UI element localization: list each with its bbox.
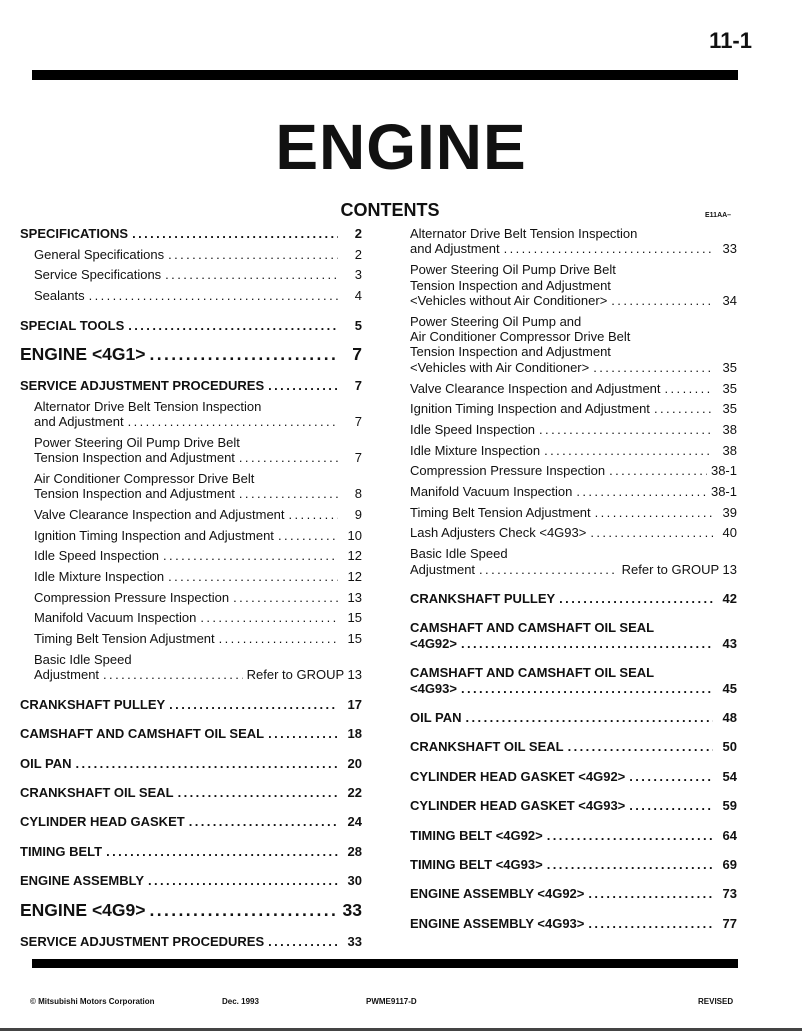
toc-entry-title: Tension Inspection and Adjustment [34, 450, 235, 466]
toc-entry-title: TIMING BELT <4G93> [410, 857, 543, 873]
toc-entry[interactable] [410, 314, 737, 376]
toc-entry-title: ENGINE ASSEMBLY <4G93> [410, 915, 585, 931]
toc-entry-row [34, 590, 362, 605]
toc-entry[interactable] [410, 484, 737, 499]
toc-entry-row [20, 226, 362, 241]
toc-page-number: 34 [722, 292, 737, 308]
toc-page-number: 24 [347, 814, 362, 830]
dot-leader [654, 401, 713, 416]
toc-page-number: 35 [722, 359, 737, 375]
toc-page-number: 38 [722, 442, 737, 458]
toc-page-number: 7 [354, 377, 362, 393]
toc-entry[interactable] [20, 528, 362, 543]
toc-page-number: 33 [342, 899, 362, 920]
toc-entry[interactable] [20, 756, 362, 771]
dot-leader [609, 463, 707, 478]
toc-entry[interactable] [20, 471, 362, 502]
toc-entry[interactable] [410, 591, 737, 606]
top-rule [32, 70, 738, 80]
toc-entry[interactable] [20, 934, 362, 949]
dot-leader [168, 247, 338, 262]
toc-entry-line: Alternator Drive Belt Tension Inspection [34, 398, 262, 414]
toc-page-number: 38-1 [710, 463, 737, 479]
toc-entry-title: <Vehicles with Air Conditioner> [410, 359, 590, 375]
toc-entry-title: Idle Speed Inspection [410, 421, 536, 437]
dot-leader [559, 591, 713, 606]
dot-leader [278, 528, 338, 543]
toc-entry[interactable] [20, 900, 362, 920]
toc-entry-line: Power Steering Oil Pump Drive Belt [410, 262, 616, 278]
toc-entry-row [20, 814, 362, 829]
dot-leader [200, 610, 338, 625]
dot-leader [568, 739, 713, 754]
dot-leader [239, 450, 338, 465]
dot-leader [611, 293, 713, 308]
toc-entry-row [20, 318, 362, 333]
toc-entry[interactable] [410, 443, 737, 458]
toc-entry-line: Tension Inspection and Adjustment [410, 277, 611, 293]
toc-entry[interactable] [20, 548, 362, 563]
toc-entry-row [410, 484, 737, 499]
toc-entry-row [20, 756, 362, 771]
toc-entry[interactable] [410, 916, 737, 931]
toc-entry-row [410, 443, 737, 458]
toc-entry-title: Idle Speed Inspection [34, 548, 160, 564]
toc-entry-title: and Adjustment [410, 241, 500, 257]
toc-page-number: 43 [722, 635, 737, 651]
dot-leader [289, 507, 338, 522]
toc-entry-line: CAMSHAFT AND CAMSHAFT OIL SEAL [410, 665, 655, 681]
dot-leader [178, 785, 338, 800]
toc-page-number: 33 [722, 241, 737, 257]
toc-entry-title: TIMING BELT [20, 843, 103, 859]
toc-page-number: 30 [347, 873, 362, 889]
toc-entry[interactable] [20, 631, 362, 646]
toc-page-number: 73 [722, 886, 737, 902]
toc-page-number: 2 [354, 226, 362, 241]
toc-page-number: 50 [722, 739, 737, 755]
toc-entry-row [410, 828, 737, 843]
toc-page-number: 12 [347, 548, 362, 564]
toc-entry-row [34, 667, 362, 682]
toc-entry[interactable] [410, 620, 737, 651]
dot-leader [539, 422, 713, 437]
toc-page-number: 18 [347, 726, 362, 742]
toc-entry-line: Basic Idle Speed [34, 651, 132, 667]
toc-entry-row [410, 360, 737, 375]
dot-leader [233, 590, 338, 605]
toc-entry-title: CRANKSHAFT OIL SEAL [20, 784, 174, 800]
toc-entry[interactable] [20, 507, 362, 522]
toc-entry[interactable] [410, 886, 737, 901]
toc-entry-title: SPECIAL TOOLS [20, 317, 125, 333]
toc-entry-row [34, 288, 362, 303]
toc-entry-title: OIL PAN [20, 755, 72, 771]
toc-entry-row [20, 900, 362, 920]
toc-entry-row [20, 873, 362, 888]
toc-page-number: 12 [347, 569, 362, 585]
toc-page-number: 2 [354, 246, 362, 262]
toc-entry[interactable] [410, 505, 737, 520]
toc-entry[interactable] [410, 381, 737, 396]
toc-entry[interactable] [410, 525, 737, 540]
toc-entry[interactable] [20, 844, 362, 859]
toc-entry[interactable] [410, 828, 737, 843]
toc-entry-row [410, 916, 737, 931]
toc-entry[interactable] [20, 288, 362, 303]
toc-entry-row [20, 844, 362, 859]
page-title: ENGINE [275, 111, 527, 183]
toc-entry[interactable] [20, 435, 362, 466]
contents-heading: CONTENTS [340, 200, 440, 220]
toc-entry-row [410, 505, 737, 520]
toc-entry-row [410, 857, 737, 872]
toc-page-number: 33 [347, 933, 362, 949]
toc-entry-row [34, 267, 362, 282]
toc-entry-row [20, 378, 362, 393]
toc-entry[interactable] [410, 401, 737, 416]
toc-entry-title: Service Specifications [34, 267, 162, 283]
dot-leader [665, 381, 713, 396]
toc-entry-row [410, 636, 737, 651]
toc-entry-row [410, 241, 737, 256]
dot-leader [544, 443, 713, 458]
toc-page-number: 38-1 [710, 484, 737, 500]
toc-entry-row [410, 562, 737, 577]
toc-page-number: 7 [354, 450, 362, 466]
toc-page-number: 7 [352, 343, 362, 364]
toc-entry-line: Power Steering Oil Pump Drive Belt [34, 434, 240, 450]
toc-entry-row [34, 631, 362, 646]
dot-leader [189, 814, 338, 829]
toc-entry-row [20, 785, 362, 800]
dot-leader [103, 667, 243, 682]
toc-entry-title: Idle Mixture Inspection [410, 442, 541, 458]
toc-entry-row [410, 739, 737, 754]
toc-entry-row [20, 697, 362, 712]
dot-leader [219, 631, 338, 646]
toc-entry-line: Alternator Drive Belt Tension Inspection [410, 226, 638, 241]
toc-entry-row [34, 548, 362, 563]
dot-leader [629, 769, 713, 784]
toc-entry[interactable] [410, 546, 737, 577]
toc-entry[interactable] [410, 226, 737, 257]
toc-page-number: 35 [722, 401, 737, 417]
toc-page-number: 39 [722, 504, 737, 520]
toc-entry-title: ENGINE ASSEMBLY [20, 873, 145, 889]
toc-entry[interactable] [20, 247, 362, 262]
dot-leader [466, 710, 713, 725]
toc-entry-title: CAMSHAFT AND CAMSHAFT OIL SEAL [20, 726, 265, 742]
toc-entry-title: Manifold Vacuum Inspection [410, 484, 573, 500]
toc-entry-row [410, 422, 737, 437]
toc-page-number: 22 [347, 784, 362, 800]
toc-entry-title: Lash Adjusters Check <4G93> [410, 525, 587, 541]
dot-leader [106, 844, 338, 859]
toc-page-number: 10 [347, 527, 362, 543]
toc-page-number: 42 [722, 590, 737, 606]
footer-status: REVISED [698, 997, 734, 1006]
toc-entry-title: CRANKSHAFT PULLEY [410, 590, 556, 606]
toc-entry-title: Valve Clearance Inspection and Adjustment [34, 506, 285, 522]
toc-entry[interactable] [20, 590, 362, 605]
dot-leader [163, 548, 338, 563]
toc-entry-line: Air Conditioner Compressor Drive Belt [34, 470, 255, 486]
toc-entry-title: ENGINE <4G9> [20, 899, 146, 920]
toc-entry[interactable] [20, 697, 362, 712]
toc-entry-row [34, 610, 362, 625]
dot-leader [149, 900, 338, 920]
toc-entry-line: Basic Idle Speed [410, 546, 508, 562]
toc-page-number: 15 [347, 610, 362, 626]
toc-page-number: 28 [347, 843, 362, 859]
toc-entry-title: Ignition Timing Inspection and Adjustment [410, 401, 650, 417]
toc-entry-row [410, 769, 737, 784]
toc-left-column [20, 226, 362, 949]
toc-entry[interactable] [410, 665, 737, 696]
toc-entry-title: CYLINDER HEAD GASKET <4G93> [410, 798, 626, 814]
toc-entry-title: Idle Mixture Inspection [34, 569, 165, 585]
dot-leader [268, 378, 338, 393]
toc-page-number: 17 [347, 696, 362, 712]
toc-entry-title: and Adjustment [34, 414, 124, 430]
toc-entry-line: Air Conditioner Compressor Drive Belt [410, 329, 631, 345]
dot-leader [461, 636, 713, 651]
toc-entry-row [20, 726, 362, 741]
toc-page-number: 59 [722, 798, 737, 814]
dot-leader [576, 484, 707, 499]
footer-date: Dec. 1993 [222, 997, 259, 1006]
toc-page-number: 40 [722, 525, 737, 541]
toc-page-number: 5 [354, 317, 362, 333]
dot-leader [169, 697, 338, 712]
toc-entry[interactable] [20, 873, 362, 888]
toc-entry[interactable] [20, 399, 362, 430]
toc-page-number: 35 [722, 380, 737, 396]
dot-leader [629, 798, 713, 813]
toc-entry-title: General Specifications [34, 246, 165, 262]
toc-entry-row [410, 710, 737, 725]
toc-entry-row [34, 507, 362, 522]
footer-doc-code: PWME9117-D [366, 997, 417, 1006]
toc-entry-title: <4G92> [410, 635, 457, 651]
toc-entry-row [410, 681, 737, 696]
toc-page-number: 38 [722, 421, 737, 437]
dot-leader [588, 916, 713, 931]
dot-leader [165, 267, 338, 282]
dot-leader [128, 414, 338, 429]
toc-entry-title: Timing Belt Tension Adjustment [410, 504, 591, 520]
toc-entry-row [34, 450, 362, 465]
dot-leader [132, 226, 338, 241]
toc-entry[interactable] [20, 344, 362, 364]
toc-page-number: 45 [722, 680, 737, 696]
toc-page-number: 3 [354, 267, 362, 283]
dot-leader [593, 360, 713, 375]
toc-page-number: 64 [722, 827, 737, 843]
dot-leader [148, 873, 338, 888]
toc-entry[interactable] [410, 798, 737, 813]
dot-leader [504, 241, 713, 256]
toc-right-column [410, 226, 737, 931]
toc-entry[interactable] [20, 569, 362, 584]
toc-entry[interactable] [410, 739, 737, 754]
toc-entry[interactable] [410, 857, 737, 872]
toc-entry[interactable] [20, 318, 362, 333]
toc-entry-title: OIL PAN [410, 710, 462, 726]
toc-entry-title: Compression Pressure Inspection [410, 463, 606, 479]
dot-leader [268, 726, 338, 741]
toc-entry-row [34, 247, 362, 262]
dot-leader [588, 886, 713, 901]
toc-page-number: 69 [722, 857, 737, 873]
toc-entry[interactable] [410, 769, 737, 784]
toc-page-number: 9 [354, 506, 362, 522]
toc-entry-title: ENGINE ASSEMBLY <4G92> [410, 886, 585, 902]
toc-entry[interactable] [20, 726, 362, 741]
toc-entry-row [20, 344, 362, 364]
toc-entry-row [20, 934, 362, 949]
toc-entry-row [34, 486, 362, 501]
toc-entry-row [410, 591, 737, 606]
dot-leader [239, 486, 338, 501]
footer-copyright: © Mitsubishi Motors Corporation [30, 997, 155, 1006]
toc-entry-line: Tension Inspection and Adjustment [410, 344, 611, 360]
toc-page-number: 13 [347, 589, 362, 605]
toc-entry-title: <Vehicles without Air Conditioner> [410, 292, 608, 308]
toc-entry-line: Power Steering Oil Pump and [410, 313, 582, 329]
dot-leader [168, 569, 338, 584]
toc-entry-title: SERVICE ADJUSTMENT PROCEDURES [20, 933, 265, 949]
scan-edge [0, 1028, 802, 1031]
dot-leader [590, 525, 713, 540]
toc-entry-title: Sealants [34, 288, 85, 304]
toc-entry[interactable] [410, 710, 737, 725]
toc-page-number: 7 [354, 414, 362, 430]
dot-leader [461, 681, 713, 696]
dot-leader [479, 562, 618, 577]
dot-leader [547, 857, 713, 872]
toc-entry-row [410, 293, 737, 308]
toc-entry[interactable] [20, 610, 362, 625]
dot-leader [268, 934, 338, 949]
toc-entry-row [410, 463, 737, 478]
toc-entry-title: Valve Clearance Inspection and Adjustment [410, 380, 661, 396]
toc-entry[interactable] [20, 814, 362, 829]
toc-page-number: 48 [722, 710, 737, 726]
toc-page-number: Refer to GROUP 13 [246, 667, 362, 683]
toc-page-number: 54 [722, 768, 737, 784]
toc-entry[interactable] [20, 267, 362, 282]
toc-entry[interactable] [410, 262, 737, 308]
toc-entry-title: ENGINE <4G1> [20, 343, 146, 364]
dot-leader [89, 288, 338, 303]
section-code: E11AA– [705, 212, 732, 219]
toc-entry-row [410, 798, 737, 813]
toc-entry-line: CAMSHAFT AND CAMSHAFT OIL SEAL [410, 620, 655, 636]
toc-page-number: 4 [354, 288, 362, 304]
toc-entry-title: Manifold Vacuum Inspection [34, 610, 197, 626]
toc-entry-title: Compression Pressure Inspection [34, 589, 230, 605]
toc-entry[interactable] [20, 378, 362, 393]
toc-entry-title: CYLINDER HEAD GASKET <4G92> [410, 768, 626, 784]
toc-entry-title: Adjustment [410, 561, 476, 577]
toc-entry-row [410, 401, 737, 416]
toc-page-number: 20 [347, 755, 362, 771]
toc-entry-row [34, 569, 362, 584]
dot-leader [76, 756, 338, 771]
toc-entry[interactable] [410, 422, 737, 437]
toc-entry-title: Adjustment [34, 667, 100, 683]
toc-entry-title: <4G93> [410, 680, 457, 696]
toc-entry[interactable] [410, 463, 737, 478]
toc-entry-row [34, 414, 362, 429]
toc-entry-title: Tension Inspection and Adjustment [34, 486, 235, 502]
dot-leader [149, 344, 338, 364]
toc-entry[interactable] [20, 226, 362, 241]
toc-page-number: 15 [347, 631, 362, 647]
toc-entry-title: SPECIFICATIONS [20, 226, 129, 241]
page-number: 11-1 [709, 28, 752, 53]
toc-entry-title: Timing Belt Tension Adjustment [34, 631, 215, 647]
toc-entry-title: SERVICE ADJUSTMENT PROCEDURES [20, 377, 265, 393]
toc-entry-row [410, 886, 737, 901]
toc-entry-title: CRANKSHAFT OIL SEAL [410, 739, 564, 755]
toc-page-number: Refer to GROUP 13 [621, 561, 737, 577]
toc-entry-title: TIMING BELT <4G92> [410, 827, 543, 843]
dot-leader [595, 505, 713, 520]
toc-entry-row [410, 381, 737, 396]
toc-page-number: 8 [354, 486, 362, 502]
toc-entry-title: Ignition Timing Inspection and Adjustment [34, 527, 274, 543]
bottom-rule [32, 959, 738, 968]
dot-leader [128, 318, 338, 333]
dot-leader [547, 828, 713, 843]
toc-entry[interactable] [20, 785, 362, 800]
toc-entry[interactable] [20, 652, 362, 683]
toc-entry-row [410, 525, 737, 540]
toc-page-number: 77 [722, 915, 737, 931]
toc-entry-row [34, 528, 362, 543]
toc-entry-title: CYLINDER HEAD GASKET [20, 814, 185, 830]
toc-entry-title: CRANKSHAFT PULLEY [20, 696, 166, 712]
